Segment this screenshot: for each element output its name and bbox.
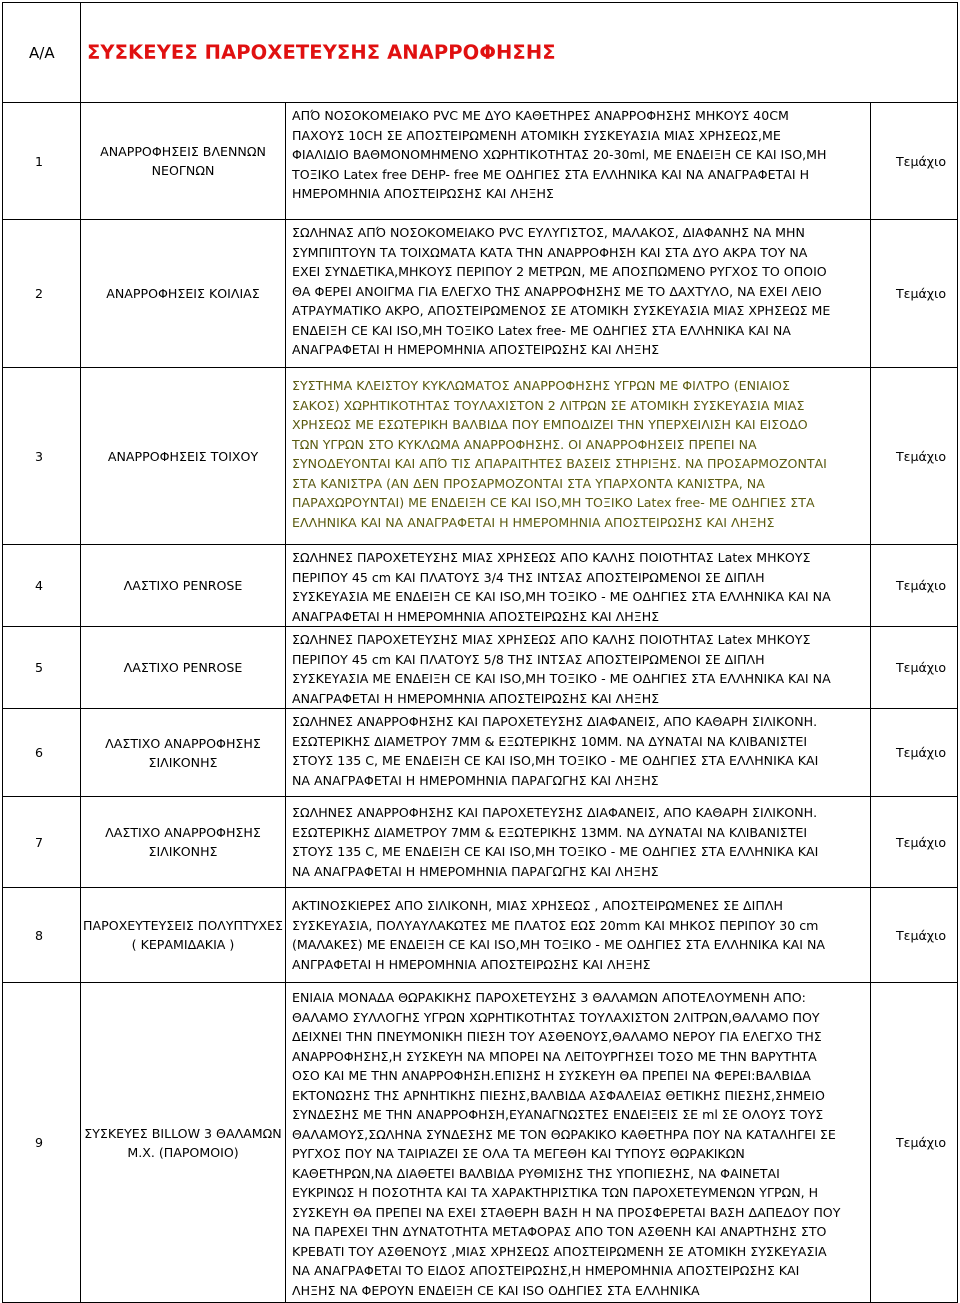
row-number: 6 [3,709,81,797]
row-number: 4 [3,545,81,627]
item-name: ΛΑΣΤΙΧΟ PENROSE [81,627,286,709]
item-unit: Τεμάχιο [871,983,958,1303]
table-row [3,709,958,797]
item-name: ΛΑΣΤΙΧΟ ΑΝΑΡΡΟΦΗΣΗΣ ΣΙΛΙΚΟΝΗΣ [81,797,286,888]
item-description: ΣΩΛΗΝΑΣ ΑΠΌ ΝΟΣΟΚΟΜΕΙΑΚΟ PVC ΕΥΛΥΓΙΣΤΟΣ, ΜΑΛΑΚΟΣ, ΔΙΑΦΑΝΗΣ ΝΑ ΜΗΝ ΣΥΜΠΙΠΤΟΥΝ ΤΑ ΤΟΙΧΩΜΑΤΑ ΚΑΤΑ ΤΗΝ ΑΝΑΡΡΟΦΗΣΗ ΚΑΙ ΣΤΑ ΔΥΟ ΑΚΡΑ ΤΟΥ ΝΑ ΕΧΕΙ ΣΥΝΔΕΤΙΚΑ,ΜΗΚΟΥΣ ΠΕΡΙΠΟΥ 2 ΜΕΤΡΩΝ, ΜΕ ΑΠΟΣΠΩΜΕΝΟ ΡΥΓΧΟΣ ΤΟ ΟΠΟΙΟ ΘΑ ΦΕΡΕΙ ΑΝΟΙΓΜΑ ΓΙΑ ΕΛΕΓΧΟ ΤΗΣ ΑΝΑΡΡΟΦΗΣΗΣ ΜΕ ΤΟ ΔΑΧΤΥΛΟ, ΝΑ ΕΧΕΙ ΛΕΙΟ ΑΤΡΑΥΜΑΤΙΚΟ ΑΚΡΟ, ΑΠΟΣΤΕΙΡΩΜΕΝΟΣ ΣΕ ΑΤΟΜΙΚΗ ΣΥΣΚΕΥΑΣΙΑ ΜΙΑΣ ΧΡΗΣΕΩΣ ΜΕ ΕΝΔΕΙΞΗ CE ΚΑΙ ISO,ΜΗ ΤΟΞΙΚΟ Latex free- ΜΕ ΟΔΗΓΙΕΣ ΣΤΑ ΕΛΛΗΝΙΚΑ ΚΑΙ ΝΑ ΑΝΑΓΡΑΦΕΤΑΙ Η ΗΜΕΡΟΜΗΝΙΑ ΑΠΟΣΤΕΙΡΩΣΗΣ ΚΑΙ ΛΗΞΗΣ [286,220,871,368]
item-name: ΑΝΑΡΡΟΦΗΣΕΙΣ ΤΟΙΧΟΥ [81,368,286,545]
item-name: ΛΑΣΤΙΧΟ ΑΝΑΡΡΟΦΗΣΗΣ ΣΙΛΙΚΟΝΗΣ [81,709,286,797]
item-description: ΕΝΙΑΙΑ ΜΟΝΑΔΑ ΘΩΡΑΚΙΚΗΣ ΠΑΡΟΧΕΤΕΥΣΗΣ 3 ΘΑΛΑΜΩΝ ΑΠΟΤΕΛΟΥΜΕΝΗ ΑΠΟ: ΘΑΛΑΜΟ ΣΥΛΛΟΓΗΣ ΥΓΡΩΝ ΧΩΡΗΤΙΚΟΤΗΤΑΣ ΤΟΥΛΑΧΙΣΤΟΝ 2ΛΙΤΡΩΝ,ΘΑΛΑΜΟ ΠΟΥ ΔΕΙΧΝΕΙ ΤΗΝ ΠΝΕΥΜΟΝΙΚΗ ΠΙΕΣΗ ΤΟΥ ΑΣΘΕΝΟΥΣ,ΘΑΛΑΜΟ ΝΕΡΟΥ ΓΙΑ ΕΛΕΓΧΟ ΤΗΣ ΑΝΑΡΡΟΦΗΣΗΣ,Η ΣΥΣΚΕΥΗ ΝΑ ΜΠΟΡΕΙ ΝΑ ΛΕΙΤΟΥΡΓΗΣΕΙ ΤΟΣΟ ΜΕ ΤΗΝ ΒΑΡΥΤΗΤΑ ΟΣΟ ΚΑΙ ΜΕ ΤΗΝ ΑΝΑΡΡΟΦΗΣΗ.ΕΠΙΣΗΣ Η ΣΥΣΚΕΥΗ ΘΑ ΠΡΕΠΕΙ ΝΑ ΦΕΡΕΙ:ΒΑΛΒΙΔΑ ΕΚΤΟΝΩΣΗΣ ΤΗΣ ΑΡΝΗΤΙΚΗΣ ΠΙΕΣΗΣ,ΒΑΛΒΙΔΑ ΑΣΦΑΛΕΙΑΣ ΘΕΤΙΚΗΣ ΠΙΕΣΗΣ,ΣΗΜΕΙΟ ΣΥΝΔΕΣΗΣ ΜΕ ΤΗΝ ΑΝΑΡΡΟΦΗΣΗ,ΕΥΑΝΑΓΝΩΣΤΕΣ ΕΝΔΕΙΞΕΙΣ ΣΕ ml ΣΕ ΟΛΟΥΣ ΤΟΥΣ ΘΑΛΑΜΟΥΣ,ΣΩΛΗΝΑ ΣΥΝΔΕΣΗΣ ΜΕ ΤΟΝ ΘΩΡΑΚΙΚΟ ΚΑΘΕΤΗΡΑ ΠΟΥ ΝΑ ΚΑΤΑΛΗΓΕΙ ΣΕ ΡΥΓΧΟΣ ΠΟΥ ΝΑ ΤΑΙΡΙΑΖΕΙ ΣΕ ΟΛΑ ΤΑ ΜΕΓΕΘΗ ΚΑΙ ΤΥΠΟΥΣ ΘΩΡΑΚΙΚΩΝ ΚΑΘΕΤΗΡΩΝ,ΝΑ ΔΙΑΘΕΤΕΙ ΒΑΛΒΙΔΑ ΡΥΘΜΙΣΗΣ ΤΗΣ ΥΠΟΠΙΕΣΗΣ, ΝΑ ΦΑΙΝΕΤΑΙ ΕΥΚΡΙΝΩΣ Η ΠΟΣΟΤΗΤΑ ΚΑΙ ΤΑ ΧΑΡΑΚΤΗΡΙΣΤΙΚΑ ΤΩΝ ΠΑΡΟΧΕΤΕΥΜΕΝΩΝ ΥΓΡΩΝ, Η ΣΥΣΚΕΥΗ ΘΑ ΠΡΕΠΕΙ ΝΑ ΕΧΕΙ ΣΤΑΘΕΡΗ ΒΑΣΗ Η ΝΑ ΠΡΟΣΦΕΡΕΤΑΙ ΒΑΣΗ ΔΑΠΕΔΟΥ ΠΟΥ ΝΑ ΠΑΡΕΧΕΙ ΤΗΝ ΔΥΝΑΤΟΤΗΤΑ ΜΕΤΑΦΟΡΑΣ ΑΠΟ ΤΟΝ ΑΣΘΕΝΗ ΚΑΙ ΑΝΑΡΤΗΣΗΣ ΣΤΟ ΚΡΕΒΑΤΙ ΤΟΥ ΑΣΘΕΝΟΥΣ ,ΜΙΑΣ ΧΡΗΣΕΩΣ ΑΠΟΣΤΕΙΡΩΜΕΝΗ ΣΕ ΑΤΟΜΙΚΗ ΣΥΣΚΕΥΑΣΙΑ ΝΑ ΑΝΑΓΡΑΦΕΤΑΙ ΤΟ ΕΙΔΟΣ ΑΠΟΣΤΕΙΡΩΣΗΣ,Η ΗΜΕΡΟΜΗΝΙΑ ΑΠΟΣΤΕΙΡΩΣΗΣ ΚΑΙ ΛΗΞΗΣ ΝΑ ΦΕΡΟΥΝ ΕΝΔΕΙΞΗ CE ΚΑΙ ISO ΟΔΗΓΙΕΣ ΣΤΑ ΕΛΛΗΝΙΚΑ [286,983,871,1303]
table-row [3,103,958,220]
spec-table [2,2,958,1303]
item-description: ΣΩΛΗΝΕΣ ΠΑΡΟΧΕΤΕΥΣΗΣ ΜΙΑΣ ΧΡΗΣΕΩΣ ΑΠΟ ΚΑΛΗΣ ΠΟΙΟΤΗΤΑΣ Latex ΜΗΚΟΥΣ ΠΕΡΙΠΟΥ 45 cm ΚΑΙ ΠΛΑΤΟΥΣ 3/4 ΤΗΣ ΙΝΤΣΑΣ ΑΠΟΣΤΕΙΡΩΜΕΝΟΙ ΣΕ ΔΙΠΛΗ ΣΥΣΚΕΥΑΣΙΑ ΜΕ ΕΝΔΕΙΞΗ CE ΚΑΙ ISO,ΜΗ ΤΟΞΙΚΟ - ΜΕ ΟΔΗΓΙΕΣ ΣΤΑ ΕΛΛΗΝΙΚΑ ΚΑΙ ΝΑ ΑΝΑΓΡΑΦΕΤΑΙ Η ΗΜΕΡΟΜΗΝΙΑ ΑΠΟΣΤΕΙΡΩΣΗΣ ΚΑΙ ΛΗΞΗΣ [286,545,871,627]
table-row [3,627,958,709]
table-row [3,797,958,888]
row-number: 1 [3,103,81,220]
item-unit: Τεμάχιο [871,103,958,220]
item-unit: Τεμάχιο [871,709,958,797]
row-number: 7 [3,797,81,888]
item-description: ΣΩΛΗΝΕΣ ΑΝΑΡΡΟΦΗΣΗΣ ΚΑΙ ΠΑΡΟΧΕΤΕΥΣΗΣ ΔΙΑΦΑΝΕΙΣ, ΑΠΟ ΚΑΘΑΡΗ ΣΙΛΙΚΟΝΗ. ΕΣΩΤΕΡΙΚΗΣ ΔΙΑΜΕΤΡΟΥ 7ΜΜ & ΕΞΩΤΕΡΙΚΗΣ 13ΜΜ. ΝΑ ΔΥΝΑΤΑΙ ΝΑ ΚΛΙΒΑΝΙΣΤΕΙ ΣΤΟΥΣ 135 C, ΜΕ ΕΝΔΕΙΞΗ CE ΚΑΙ ISO,ΜΗ ΤΟΞΙΚΟ - ΜΕ ΟΔΗΓΙΕΣ ΣΤΑ ΕΛΛΗΝΙΚΑ ΚΑΙ ΝΑ ΑΝΑΓΡΑΦΕΤΑΙ Η ΗΜΕΡΟΜΗΝΙΑ ΠΑΡΑΓΩΓΗΣ ΚΑΙ ΛΗΞΗΣ [286,797,871,888]
page-title: ΣΥΣΚΕΥΕΣ ΠΑΡΟΧΕΤΕΥΣΗΣ ΑΝΑΡΡΟΦΗΣΗΣ [81,3,958,103]
item-description: ΑΠΌ ΝΟΣΟΚΟΜΕΙΑΚΟ PVC ΜΕ ΔΥΟ ΚΑΘΕΤΗΡΕΣ ΑΝΑΡΡΟΦΗΣΗΣ ΜΗΚΟΥΣ 40CM ΠΑΧΟΥΣ 10CH ΣΕ ΑΠΟΣΤΕΙΡΩΜΕΝΗ ΑΤΟΜΙΚΗ ΣΥΣΚΕΥΑΣΙΑ ΜΙΑΣ ΧΡΗΣΕΩΣ,ΜΕ ΦΙΑΛΙΔΙΟ ΒΑΘΜΟΝΟΜΗΜΕΝΟ ΧΩΡΗΤΙΚΟΤΗΤΑΣ 20-30ml, ΜΕ ΕΝΔΕΙΞΗ CE ΚΑΙ ISO,ΜΗ ΤΟΞΙΚΟ Latex free DEHP- free ΜΕ ΟΔΗΓΙΕΣ ΣΤΑ ΕΛΛΗΝΙΚΑ ΚΑΙ ΝΑ ΑΝΑΓΡΑΦΕΤΑΙ Η ΗΜΕΡΟΜΗΝΙΑ ΑΠΟΣΤΕΙΡΩΣΗΣ ΚΑΙ ΛΗΞΗΣ [286,103,871,220]
row-number: 5 [3,627,81,709]
item-name: ΣΥΣΚΕΥΕΣ BILLOW 3 ΘΑΛΑΜΩΝ Μ.Χ. (ΠΑΡΟΜΟΙΟ) [81,983,286,1303]
row-number: 9 [3,983,81,1303]
item-description: ΣΩΛΗΝΕΣ ΑΝΑΡΡΟΦΗΣΗΣ ΚΑΙ ΠΑΡΟΧΕΤΕΥΣΗΣ ΔΙΑΦΑΝΕΙΣ, ΑΠΟ ΚΑΘΑΡΗ ΣΙΛΙΚΟΝΗ. ΕΣΩΤΕΡΙΚΗΣ ΔΙΑΜΕΤΡΟΥ 7ΜΜ & ΕΞΩΤΕΡΙΚΗΣ 10ΜΜ. ΝΑ ΔΥΝΑΤΑΙ ΝΑ ΚΛΙΒΑΝΙΣΤΕΙ ΣΤΟΥΣ 135 C, ΜΕ ΕΝΔΕΙΞΗ CE ΚΑΙ ISO,ΜΗ ΤΟΞΙΚΟ - ΜΕ ΟΔΗΓΙΕΣ ΣΤΑ ΕΛΛΗΝΙΚΑ ΚΑΙ ΝΑ ΑΝΑΓΡΑΦΕΤΑΙ Η ΗΜΕΡΟΜΗΝΙΑ ΠΑΡΑΓΩΓΗΣ ΚΑΙ ΛΗΞΗΣ [286,709,871,797]
item-description: ΣΩΛΗΝΕΣ ΠΑΡΟΧΕΤΕΥΣΗΣ ΜΙΑΣ ΧΡΗΣΕΩΣ ΑΠΟ ΚΑΛΗΣ ΠΟΙΟΤΗΤΑΣ Latex ΜΗΚΟΥΣ ΠΕΡΙΠΟΥ 45 cm ΚΑΙ ΠΛΑΤΟΥΣ 5/8 ΤΗΣ ΙΝΤΣΑΣ ΑΠΟΣΤΕΙΡΩΜΕΝΟΙ ΣΕ ΔΙΠΛΗ ΣΥΣΚΕΥΑΣΙΑ ΜΕ ΕΝΔΕΙΞΗ CE ΚΑΙ ISO,ΜΗ ΤΟΞΙΚΟ - ΜΕ ΟΔΗΓΙΕΣ ΣΤΑ ΕΛΛΗΝΙΚΑ ΚΑΙ ΝΑ ΑΝΑΓΡΑΦΕΤΑΙ Η ΗΜΕΡΟΜΗΝΙΑ ΑΠΟΣΤΕΙΡΩΣΗΣ ΚΑΙ ΛΗΞΗΣ [286,627,871,709]
item-description: ΑΚΤΙΝΟΣΚΙΕΡΕΣ ΑΠΟ ΣΙΛΙΚΟΝΗ, ΜΙΑΣ ΧΡΗΣΕΩΣ , ΑΠΟΣΤΕΙΡΩΜΕΝΕΣ ΣΕ ΔΙΠΛΗ ΣΥΣΚΕΥΑΣΙΑ, ΠΟΛΥΑΥΛΑΚΩΤΕΣ ΜΕ ΠΛΑΤΟΣ ΕΩΣ 20mm ΚΑΙ ΜΗΚΟΣ ΠΕΡΙΠΟΥ 30 cm (ΜΑΛΑΚΕΣ) ΜΕ ΕΝΔΕΙΞΗ CE ΚΑΙ ISO,ΜΗ ΤΟΞΙΚΟ - ΜΕ ΟΔΗΓΙΕΣ ΣΤΑ ΕΛΛΗΝΙΚΑ ΚΑΙ ΝΑ ΑΝΓΡΑΦΕΤΑΙ Η ΗΜΕΡΟΜΗΝΙΑ ΑΠΟΣΤΕΙΡΩΣΗΣ ΚΑΙ ΛΗΞΗΣ [286,888,871,983]
row-number: 8 [3,888,81,983]
table-row [3,545,958,627]
item-name: ΑΝΑΡΡΟΦΗΣΕΙΣ ΚΟΙΛΙΑΣ [81,220,286,368]
row-number: 3 [3,368,81,545]
item-unit: Τεμάχιο [871,797,958,888]
table-row [3,368,958,545]
row-number: 2 [3,220,81,368]
table-row [3,888,958,983]
table-row [3,220,958,368]
item-name: ΛΑΣΤΙΧΟ PENROSE [81,545,286,627]
item-unit: Τεμάχιο [871,627,958,709]
item-name: ΠΑΡΟΧΕΥΤΕΥΣΕΙΣ ΠΟΛΥΠΤΥΧΕΣ ( ΚΕΡΑΜΙΔΑΚΙΑ ) [81,888,286,983]
item-unit: Τεμάχιο [871,220,958,368]
item-unit: Τεμάχιο [871,545,958,627]
item-unit: Τεμάχιο [871,888,958,983]
item-unit: Τεμάχιο [871,368,958,545]
item-name: ΑΝΑΡΡΟΦΗΣΕΙΣ ΒΛΕΝΝΩΝ ΝΕΟΓΝΩΝ [81,103,286,220]
header-number-label: Α/Α [3,3,81,103]
item-description: ΣΥΣΤΗΜΑ ΚΛΕΙΣΤΟΥ ΚΥΚΛΩΜΑΤΟΣ ΑΝΑΡΡΟΦΗΣΗΣ ΥΓΡΩΝ ΜΕ ΦΙΛΤΡΟ (ΕΝΙΑΙΟΣ ΣΑΚΟΣ) ΧΩΡΗΤΙΚΟΤΗΤΑΣ ΤΟΥΛΑΧΙΣΤΟΝ 2 ΛΙΤΡΩΝ ΣΕ ΑΤΟΜΙΚΗ ΣΥΣΚΕΥΑΣΙΑ ΜΙΑΣ ΧΡΗΣΕΩΣ ΜΕ ΕΣΩΤΕΡΙΚΗ ΒΑΛΒΙΔΑ ΠΟΥ ΕΜΠΟΔΙΖΕΙ ΤΗΝ ΥΠΕΡΧΕΙΛΙΣΗ ΚΑΙ ΕΙΣΟΔΟ ΤΩΝ ΥΓΡΩΝ ΣΤΟ ΚΥΚΛΩΜΑ ΑΝΑΡΡΟΦΗΣΗΣ. ΟΙ ΑΝΑΡΡΟΦΗΣΕΙΣ ΠΡΕΠΕΙ ΝΑ ΣΥΝΟΔΕΥΟΝΤΑΙ ΚΑΙ ΑΠΌ ΤΙΣ ΑΠΑΡΑΙΤΗΤΕΣ ΒΑΣΕΙΣ ΣΤΗΡΙΞΗΣ. ΝΑ ΠΡΟΣΑΡΜΟΖΟΝΤΑΙ ΣΤΑ ΚΑΝΙΣΤΡΑ (ΑΝ ΔΕΝ ΠΡΟΣΑΡΜΟΖΟΝΤΑΙ ΣΤΑ ΥΠΑΡΧΟΝΤΑ ΚΑΝΙΣΤΡΑ, ΝΑ ΠΑΡΑΧΩΡΟΥΝΤΑΙ) ΜΕ ΕΝΔΕΙΞΗ CE ΚΑΙ ISO,ΜΗ ΤΟΞΙΚΟ Latex free- ΜΕ ΟΔΗΓΙΕΣ ΣΤΑ ΕΛΛΗΝΙΚΑ ΚΑΙ ΝΑ ΑΝΑΓΡΑΦΕΤΑΙ Η ΗΜΕΡΟΜΗΝΙΑ ΑΠΟΣΤΕΙΡΩΣΗΣ ΚΑΙ ΛΗΞΗΣ [286,368,871,545]
table-row [3,983,958,1303]
header-row [3,3,958,103]
